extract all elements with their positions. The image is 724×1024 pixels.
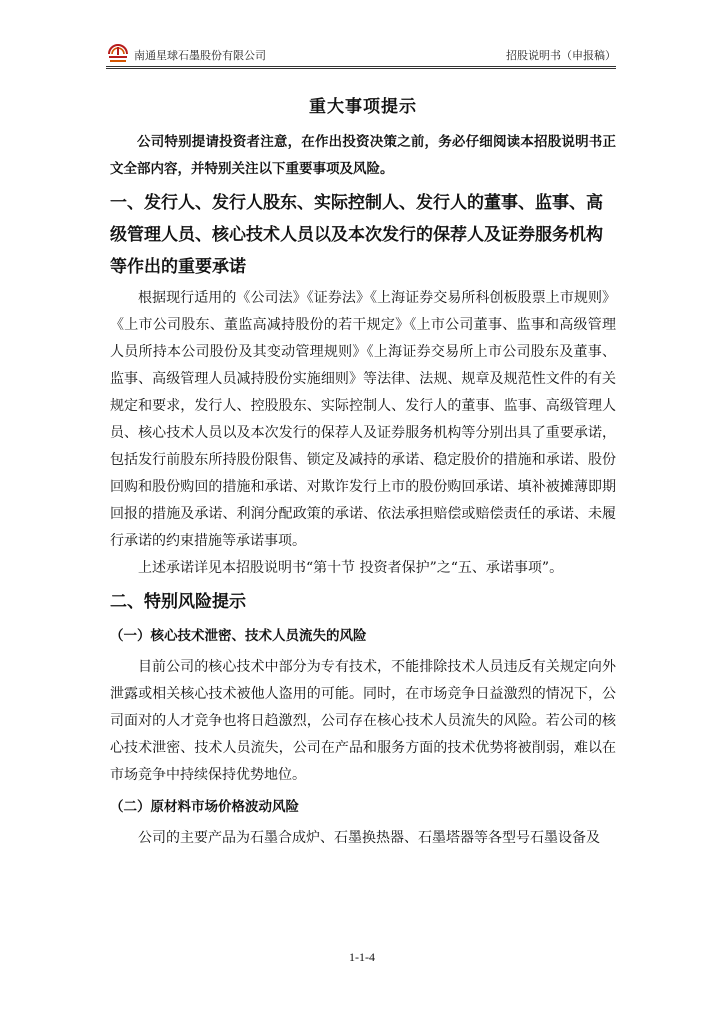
header-rule-second [106,68,616,69]
risk-1-paragraph: 目前公司的核心技术中部分为专有技术，不能排除技术人员违反有关规定向外泄露或相关核心技术被他人盗用的可能。同时，在市场竞争日益激烈的情况下，公司面对的人才竞争也将日趋激烈，公司存在核心技术人员流失的风险。若公司的核心技术泄密、技术人员流失，公司在产品和服务方面的技术优势将被削弱，难以在市场竞争中持续保持优势地位。 [110,659,616,783]
risk-2-paragraph: 公司的主要产品为石墨合成炉、石墨换热器、石墨塔器等各型号石墨设备及 [138,830,600,846]
section-2-heading: 二、特别风险提示 [110,592,246,612]
section-1-heading: 一、发行人、发行人股东、实际控制人、发行人的董事、监事、高级管理人员、核心技术人员以及本次发行的保荐人及证券服务机构等作出的重要承诺 [110,193,603,277]
company-name: 南通星球石墨股份有限公司 [134,49,266,62]
intro-paragraph: 公司特别提请投资者注意，在作出投资决策之前，务必仔细阅读本招股说明书正文全部内容，并特别关注以下重要事项及风险。 [110,134,616,177]
page-title: 重大事项提示 [309,97,417,117]
section-1-paragraph: 根据现行适用的《公司法》《证券法》《上海证券交易所科创板股票上市规则》《上市公司股东、董监高减持股份的若干规定》《上市公司董事、监事和高级管理人员所持本公司股份及其变动管理规则》《上海证券交易所上市公司股东及董事、监事、高级管理人员减持股份实施细则》等法律、法规、规章及规范性文件的有关规定和要求，发行人、控股股东、实际控制人、发行人的董事、监事、高级管理人员、核心技术人员以及本次发行的保荐人及证券服务机构等分别出具了重要承诺，包括发行前股东所持股份限售、锁定及减持的承诺、稳定股价的措施和承诺、股份回购和股份购回的措施和承诺、对欺诈发行上市的股份购回承诺、填补被摊薄即期回报的措施及承诺、利润分配政策的承诺、依法承担赔偿或赔偿责任的承诺、未履行承诺的约束措施等承诺事项。 [110,290,616,549]
company-logo-icon [106,42,130,64]
section-1-reference: 上述承诺详见本招股说明书“第十节 投资者保护”之“五、承诺事项”。 [138,560,564,576]
risk-2-heading: （二）原材料市场价格波动风险 [110,799,299,815]
document-type: 招股说明书（申报稿） [506,49,616,62]
header-rule [106,66,616,67]
page-header [106,40,616,64]
page-body [110,92,616,852]
risk-1-heading: （一）核心技术泄密、技术人员流失的风险 [110,628,367,644]
page-number: 1-1-4 [349,950,375,964]
